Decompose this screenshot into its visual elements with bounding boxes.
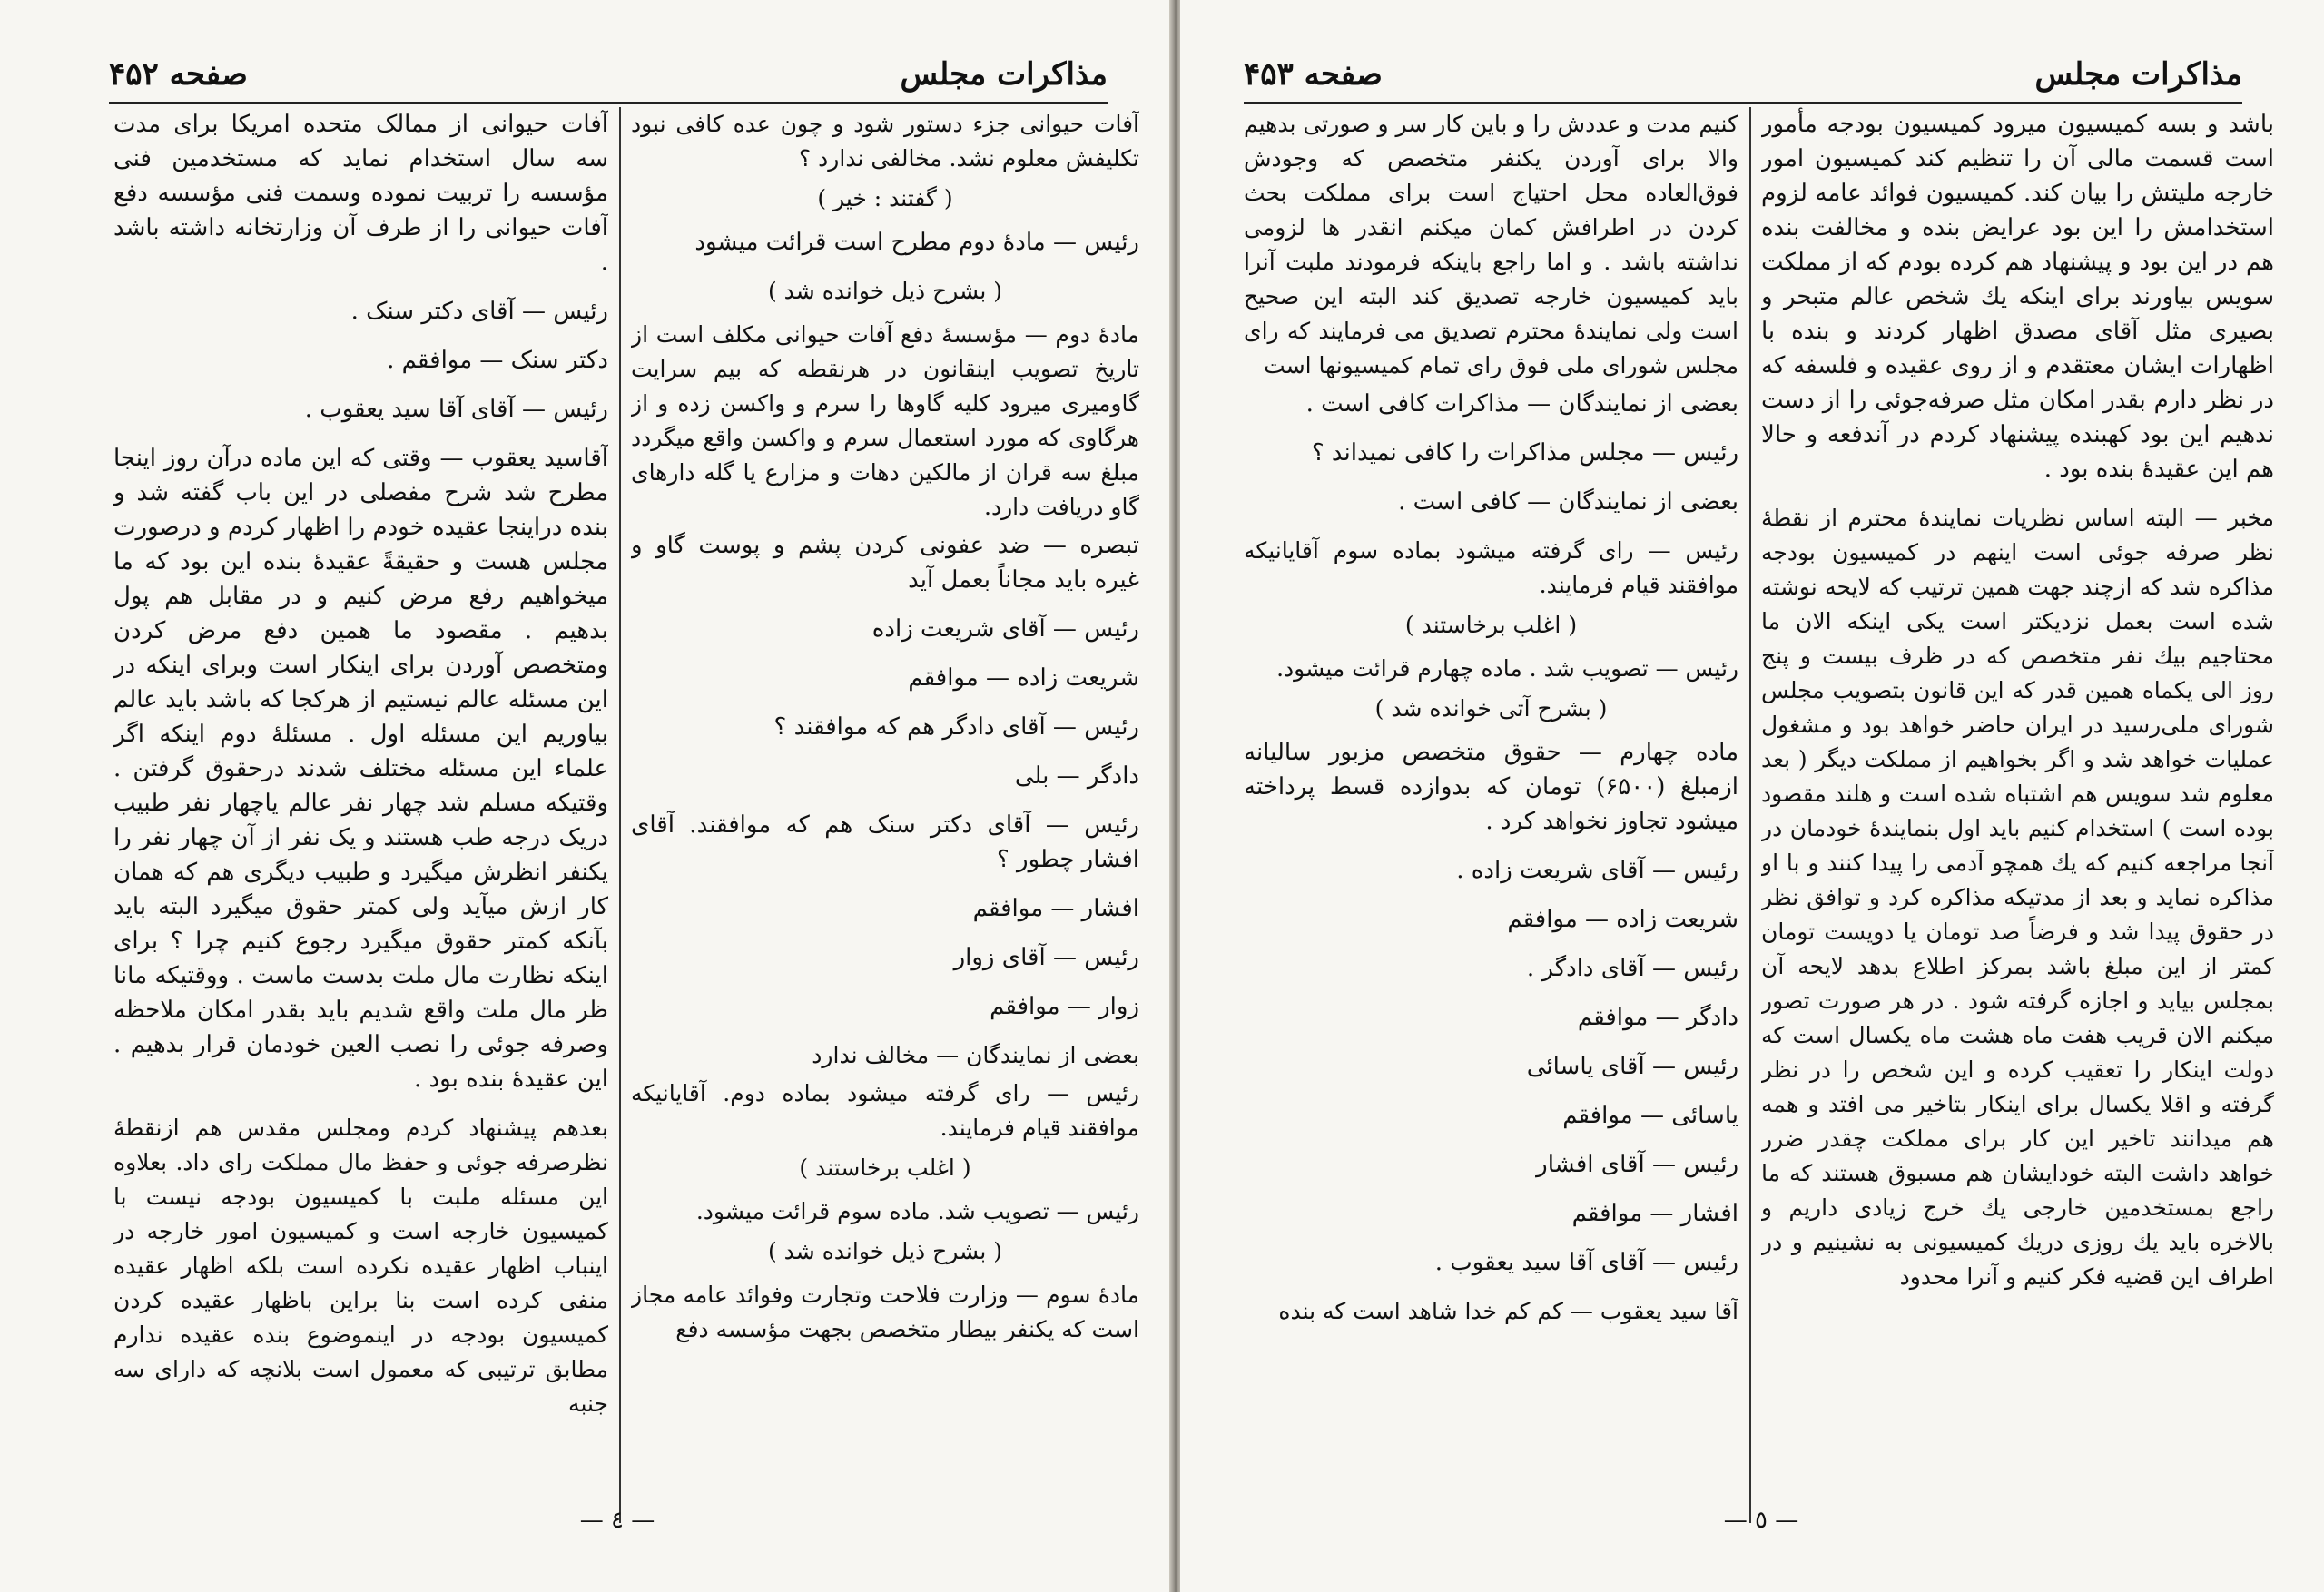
paragraph: آفات حیوانی از ممالک متحده امریکا برای مدت سه سال استخدام نماید که مستخدمین فنی مؤسسه را تربیت نموده وسمت فنی مؤسسه دفع آفات حیوانی را از طرف آن وزارتخانه داشته باشد . — [113, 111, 608, 276]
text-column-right — [1761, 107, 2274, 1505]
paragraph: رئیس — آقای آقا سید یعقوب . — [1434, 1249, 1738, 1276]
paragraph: مادهٔ سوم — وزارت فلاحت وتجارت وفوائد عامه مجاز است که یکنفر بیطار متخصص بجهت مؤسسه دفع — [631, 1282, 1139, 1342]
column-divider — [619, 107, 621, 1523]
paragraph: مخبر — البته اساس نظریات نمایندهٔ محترم از نقطهٔ نظر صرفه جوئی است اینهم در کمیسیون بودجه مذاکره شد که ازچند جهت همین ترتیب که لایحه نوشته شده است بعمل نزدیکتر است یکی اینکه الان ما محتاجیم بیك نفر متخصص که در ظرف بیست و پنج روز الی یکماه همین قدر که این قانون بتصویب مجلس شورای ملی‌رسید در ایران حاضر خواهد بود و مشغول عملیات خواهد شد و اگر بخواهیم از مملکت دیگر ( بعد معلوم شد سویس هم اشتباه شده است و هلند مقصود بوده است ) استخدام کنیم باید اول بنمایندهٔ خودمان در آنجا مراجعه کنیم که یك همچو آدمی را پیدا کنند و با او مذاکره نماید و بعد از مدتیکه مذاکره کرد و توافق نظر در حقوق پیدا شد و فرضاً صد تومان یا دویست تومان کمتر از این مبلغ باشد بمرکز اطلاع بدهد لایحه آن بمجلس بیاید و اجازه گرفته شود . در هر صورت تصور میکنم الان قریب هفت ماه هشت ماه یکسال است که دولت اینکار را تعقیب کرده و این شخص را در نظر گرفته و اقلا یکسال برای اینکار بتاخیر می افتد و همه هم میدانند تاخیر این کار برای مملکت چقدر ضرر خواهد داشت البته خودایشان هم مسبوق هستند که ما راجع بمستخدمین خارجی یك خرج زیادی داریم و بالاخره باید یك روزی دریك کمیسیونی به نشینیم و در اطراف این قضیه فکر کنیم و آنرا محدود — [1761, 505, 2274, 1290]
paragraph: رئیس — آقای دکتر سنک هم که موافقند. آقای افشار چطور ؟ — [631, 811, 1139, 873]
paragraph: آقا سید یعقوب — کم کم خدا شاهد است که بنده — [1278, 1298, 1738, 1324]
paragraph: رئیس — آقای افشار — [1536, 1151, 1738, 1178]
paragraph: رئیس — تصویب شد . ماده چهارم قرائت میشود. — [1276, 655, 1738, 682]
paragraph: افشار — موافقم — [1571, 1200, 1738, 1227]
paragraph: کنیم مدت و عددش را و باین کار سر و صورتی بدهیم والا برای آوردن یکنفر متخصص که وجودش فوق‌العاده محل احتیاج است برای مملکت بحث کردن در اطرافش کمان میکنم انقدر ها لزومی نداشته باشد . و اما راجع باینکه فرمودند ملبت آنرا باید کمیسیون خارجه تصدیق کند البته این صحیح است ولی نمایندهٔ محترم تصدیق می فرمایند که رای مجلس شورای ملی فوق رای تمام کمیسیونها است — [1244, 111, 1738, 378]
paragraph: رئیس — آقای زوار — [953, 944, 1139, 971]
page-header — [109, 56, 1108, 98]
paragraph: ماده چهارم — حقوق متخصص مزبور سالیانه ازمبلغ (۶۵۰۰) تومان که بدوازده قسط پرداخته میشود تجاوز نخواهد کرد . — [1244, 739, 1738, 835]
paragraph: ( بشرح آتی خوانده شد ) — [1374, 695, 1608, 722]
paragraph: ( بشرح ذیل خوانده شد ) — [767, 278, 1003, 304]
paragraph: ( بشرح ذیل خوانده شد ) — [767, 1238, 1003, 1264]
header-page-number: صفحه ۴۵۲ — [109, 56, 248, 93]
column-divider — [1749, 107, 1751, 1523]
paragraph: شریعت زاده — موافقم — [908, 664, 1139, 692]
text-column-left — [1244, 107, 1738, 1505]
paragraph: بعضی از نمایندگان — کافی است . — [1398, 488, 1738, 516]
paragraph: تبصره — ضد عفونی کردن پشم و پوست گاو و غیره باید مجاناً بعمل آید — [631, 532, 1139, 594]
paragraph: باشد و بسه کمیسیون میرود کمیسیون بودجه مأمور است قسمت مالی آن را تنظیم کند کمیسیون امور خارجه ملیتش را بیان کند. کمیسیون فوائد عامه لزوم استخدامش را این بود عرایض بنده و مخالفت بنده هم در این بود و پیشنهاد هم کرده بودم که از مملکت سویس بیاورند برای اینکه یك شخص عالم متبحر و بصیری مثل آقای مصدق اظهار کردند و بنده با اظهارات ایشان معتقدم و از روی عقیده و فلسفه که در نظر دارم بقدر امکان مثل صرفه‌جوئی را از دست ندهیم این بود کهبنده پیشنهاد کردم در آندفعه و حالا هم این عقیدهٔ بنده بود . — [1761, 111, 2274, 483]
text-column-left — [113, 107, 608, 1505]
paragraph: ( اغلب برخاستند ) — [799, 1155, 971, 1181]
paragraph: دادگر — موافقم — [1577, 1004, 1738, 1031]
paragraph: شریعت زاده — موافقم — [1507, 906, 1738, 933]
header-rule — [1244, 102, 2242, 104]
page-header — [1244, 56, 2242, 98]
paragraph: دادگر — بلی — [1014, 762, 1139, 790]
header-title: مذاکرات مجلس — [2034, 56, 2242, 93]
paragraph: رئیس — آقای دادگر . — [1526, 955, 1738, 982]
header-page-number: صفحه ۴۵۳ — [1244, 56, 1383, 93]
paragraph: زوار — موافقم — [990, 993, 1139, 1020]
paragraph: رئیس — مادهٔ دوم مطرح است قرائت میشود — [694, 229, 1139, 256]
paragraph: یاسائی — موافقم — [1562, 1102, 1738, 1129]
paragraph: رئیس — رای گرفته میشود بماده دوم. آقایانیکه موافقند قیام فرمایند. — [631, 1080, 1139, 1141]
paragraph: دکتر سنک — موافقم . — [387, 347, 608, 374]
paragraph: بعدهم پیشنهاد کردم ومجلس مقدس هم ازنقطهٔ نظرصرفه جوئی و حفظ مال مملکت رای داد. بعلاوه این مسئله ملبت با کمیسیون بودجه نیست با کمیسیون خارجه است و کمیسیون امور خارجه در اینباب اظهار عقیده نکرده است بلکه اظهار عقیده منفی کرده است بنا براین باظهار عقیده کردن کمیسیون بودجه در اینموضوع بنده عقیده ندارم مطابق ترتیبی که معمول است بلانچه که دارای سه جنبه — [113, 1115, 608, 1417]
paragraph: رئیس — آقای شریعت زاده . — [1456, 857, 1738, 884]
page-453 — [1180, 0, 2324, 1592]
paragraph: رئیس — آقای آقا سید یعقوب . — [304, 396, 608, 423]
paragraph: رئیس — آقای شریعت زاده — [872, 615, 1139, 643]
paragraph: ( اغلب برخاستند ) — [1404, 612, 1578, 638]
paragraph: آفات حیوانی جزء دستور شود و چون عده کافی نبود تکلیفش معلوم نشد. مخالفی ندارد ؟ — [631, 111, 1139, 172]
page-footer-number: — ٤ — — [579, 1507, 655, 1534]
text-column-right — [631, 107, 1139, 1505]
paragraph: بعضی از نمایندگان — مذاکرات کافی است . — [1305, 390, 1738, 418]
paragraph: ( گفتند : خیر ) — [817, 185, 953, 211]
paragraph: افشار — موافقم — [972, 895, 1139, 922]
paragraph: رئیس — آقای دادگر هم که موافقند ؟ — [773, 713, 1139, 741]
paragraph: مادهٔ دوم — مؤسسهٔ دفع آفات حیوانی مکلف است از تاریخ تصویب اینقانون در هرنقطه که بیم سرایت گاومیری میرود کلیه گاوها را سرم و واکسن زده و از هرگاوی که مورد استعمال سرم و واکسن واقع میگردد مبلغ سه قران از مالکین دهات و مزارع یا گله دارهای گاو دریافت دارد. — [631, 321, 1139, 520]
paragraph: رئیس — مجلس مذاکرات را کافی نمیداند ؟ — [1311, 439, 1738, 467]
paragraph: رئیس — تصویب شد. ماده سوم قرائت میشود. — [695, 1198, 1139, 1224]
paragraph: رئیس — آقای یاسائی — [1526, 1053, 1738, 1080]
paragraph: رئیس — رای گرفته میشود بماده سوم آقایانیکه موافقند قیام فرمایند. — [1244, 537, 1738, 598]
header-title: مذاکرات مجلس — [900, 56, 1108, 93]
page-footer-number: — ٥ — — [1723, 1507, 1799, 1534]
paragraph: رئیس — آقای دکتر سنک . — [350, 298, 608, 325]
paragraph: آقاسید یعقوب — وقتی که این ماده درآن روز اینجا مطرح شد شرح مفصلی در این باب گفته شد و بنده دراینجا عقیده خودم را اظهار کردم و درصورت مجلس هست و حقیقةً عقیدهٔ بنده این بود که ما میخواهیم رفع مرض کنیم و در مقابل هم پول بدهیم . مقصود ما همین دفع مرض کردن ومتخصص آوردن برای اینکار است وبرای اینکه در این مسئله عالم نیستیم از هرکجا که باشد باید عالم بیاوریم این مسئله اول . مسئلهٔ دوم اینکه اگر علماء این مسئله مختلف شدند درحقوق گرفتن . وقتیکه مسلم شد چهار نفر عالم یاچهار نفر طبیب دریک درجه طب هستند و یک نفر از آن چهار نفر را یکنفر انظرش میگیرد و طبیب دیگری هم که همان کار ازش میآید ولی کمتر حقوق میگیرد البته باید بآنکه کمتر حقوق میگیرد رجوع کنیم چرا ؟ برای اینکه نظارت مال ملت بدست ماست . ووقتیکه مانا ظر مال ملت واقع شدیم باید بقدر امکان ملاحظه وصرفه جوئی را نصب العین خودمان قرار بدهیم . این عقیدهٔ بنده بود . — [113, 445, 608, 1093]
header-rule — [109, 102, 1108, 104]
paragraph: بعضی از نمایندگان — مخالف ندارد — [812, 1042, 1139, 1068]
